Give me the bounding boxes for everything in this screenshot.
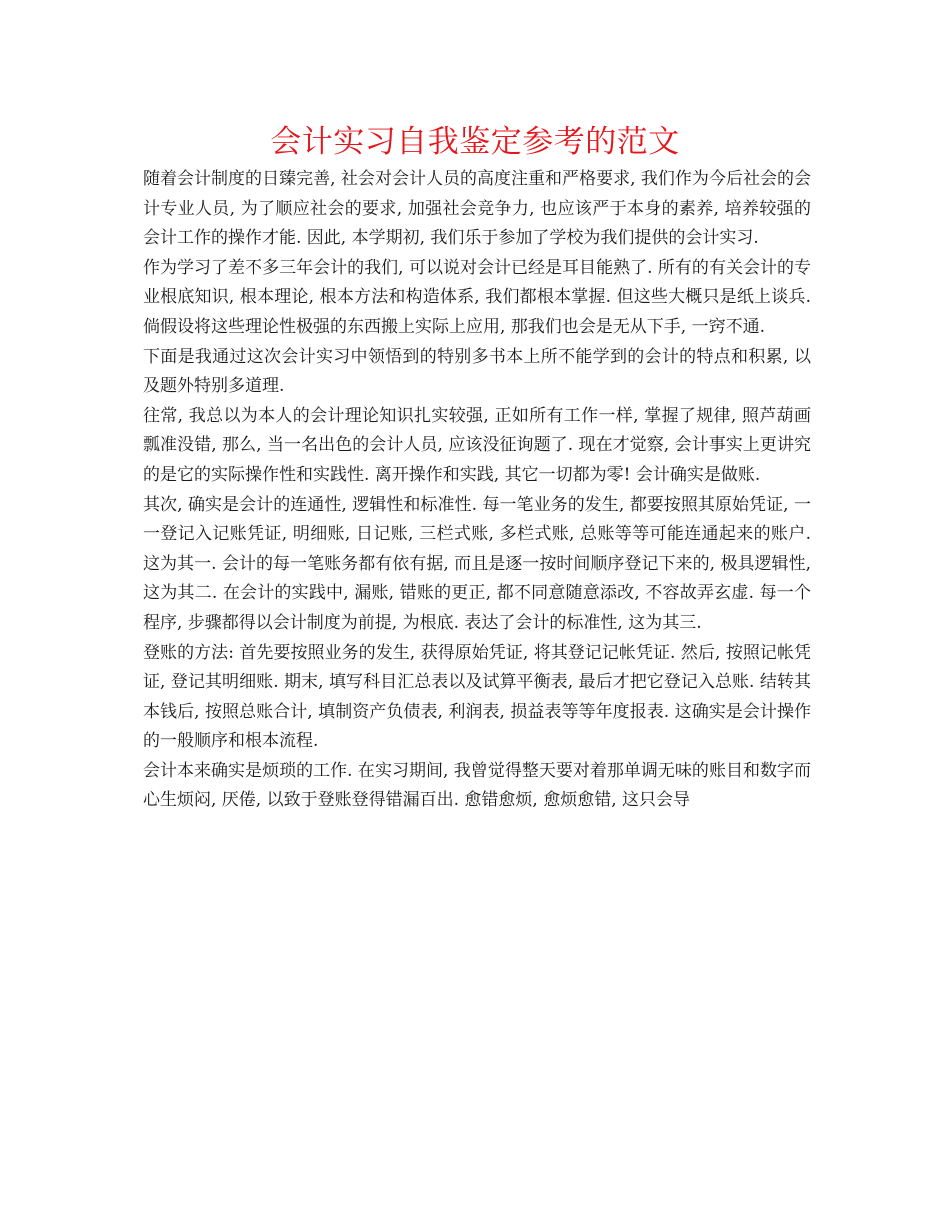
paragraph-6: 登账的方法: 首先要按照业务的发生, 获得原始凭证, 将其登记记帐凭证. 然后, 按照记帐凭证, 登记其明细账. 期末, 填写科目汇总表以及试算平衡表, 最后才把它登记入总账. 结转其本钱后, 按照总账合计, 填制资产负债表, 利润表, 损益表等等年度报表. 这确实是会计操作的一般顺序和根本流程.	[143, 642, 811, 752]
paragraph-3: 下面是我通过这次会计实习中领悟到的特别多书本上所不能学到的会计的特点和积累, 以及题外特别多道理.	[143, 346, 811, 397]
paragraph-7: 会计本来确实是烦琐的工作. 在实习期间, 我曾觉得整天要对着那单调无味的账目和数字而心生烦闷, 厌倦, 以致于登账登得错漏百出. 愈错愈烦, 愈烦愈错, 这只会导	[143, 760, 811, 811]
paragraph-4: 往常, 我总以为本人的会计理论知识扎实较强, 正如所有工作一样, 掌握了规律, 照芦葫画瓢准没错, 那么, 当一名出色的会计人员, 应该没征询题了. 现在才觉察, 会计事实上更讲究的是它的实际操作性和实践性. 离开操作和实践, 其它一切都为零! 会计确实是做账.	[143, 405, 811, 485]
document-title: 会计实习自我鉴定参考的范文	[270, 124, 680, 160]
document-body	[143, 165, 811, 816]
paragraph-1: 随着会计制度的日臻完善, 社会对会计人员的高度注重和严格要求, 我们作为今后社会的会计专业人员, 为了顺应社会的要求, 加强社会竞争力, 也应该严于本身的素养, 培养较强的会计工作的操作才能. 因此, 本学期初, 我们乐于参加了学校为我们提供的会计实习.	[143, 169, 811, 249]
paragraph-5: 其次, 确实是会计的连通性, 逻辑性和标准性. 每一笔业务的发生, 都要按照其原始凭证, 一一登记入记账凭证, 明细账, 日记账, 三栏式账, 多栏式账, 总账等等可能连通起来的账户. 这为其一. 会计的每一笔账务都有依有据, 而且是逐一按时间顺序登记下来的, 极具逻辑性, 这为其二. 在会计的实践中, 漏账, 错账的更正, 都不同意随意添改, 不容故弄玄虚. 每一个程序, 步骤都得以会计制度为前提, 为根底. 表达了会计的标准性, 这为其三.	[143, 494, 811, 633]
paragraph-2: 作为学习了差不多三年会计的我们, 可以说对会计已经是耳目能熟了. 所有的有关会计的专业根底知识, 根本理论, 根本方法和构造体系, 我们都根本掌握. 但这些大概只是纸上谈兵. 倘假设将这些理论性极强的东西搬上实际上应用, 那我们也会是无从下手, 一窍不通.	[143, 257, 811, 337]
